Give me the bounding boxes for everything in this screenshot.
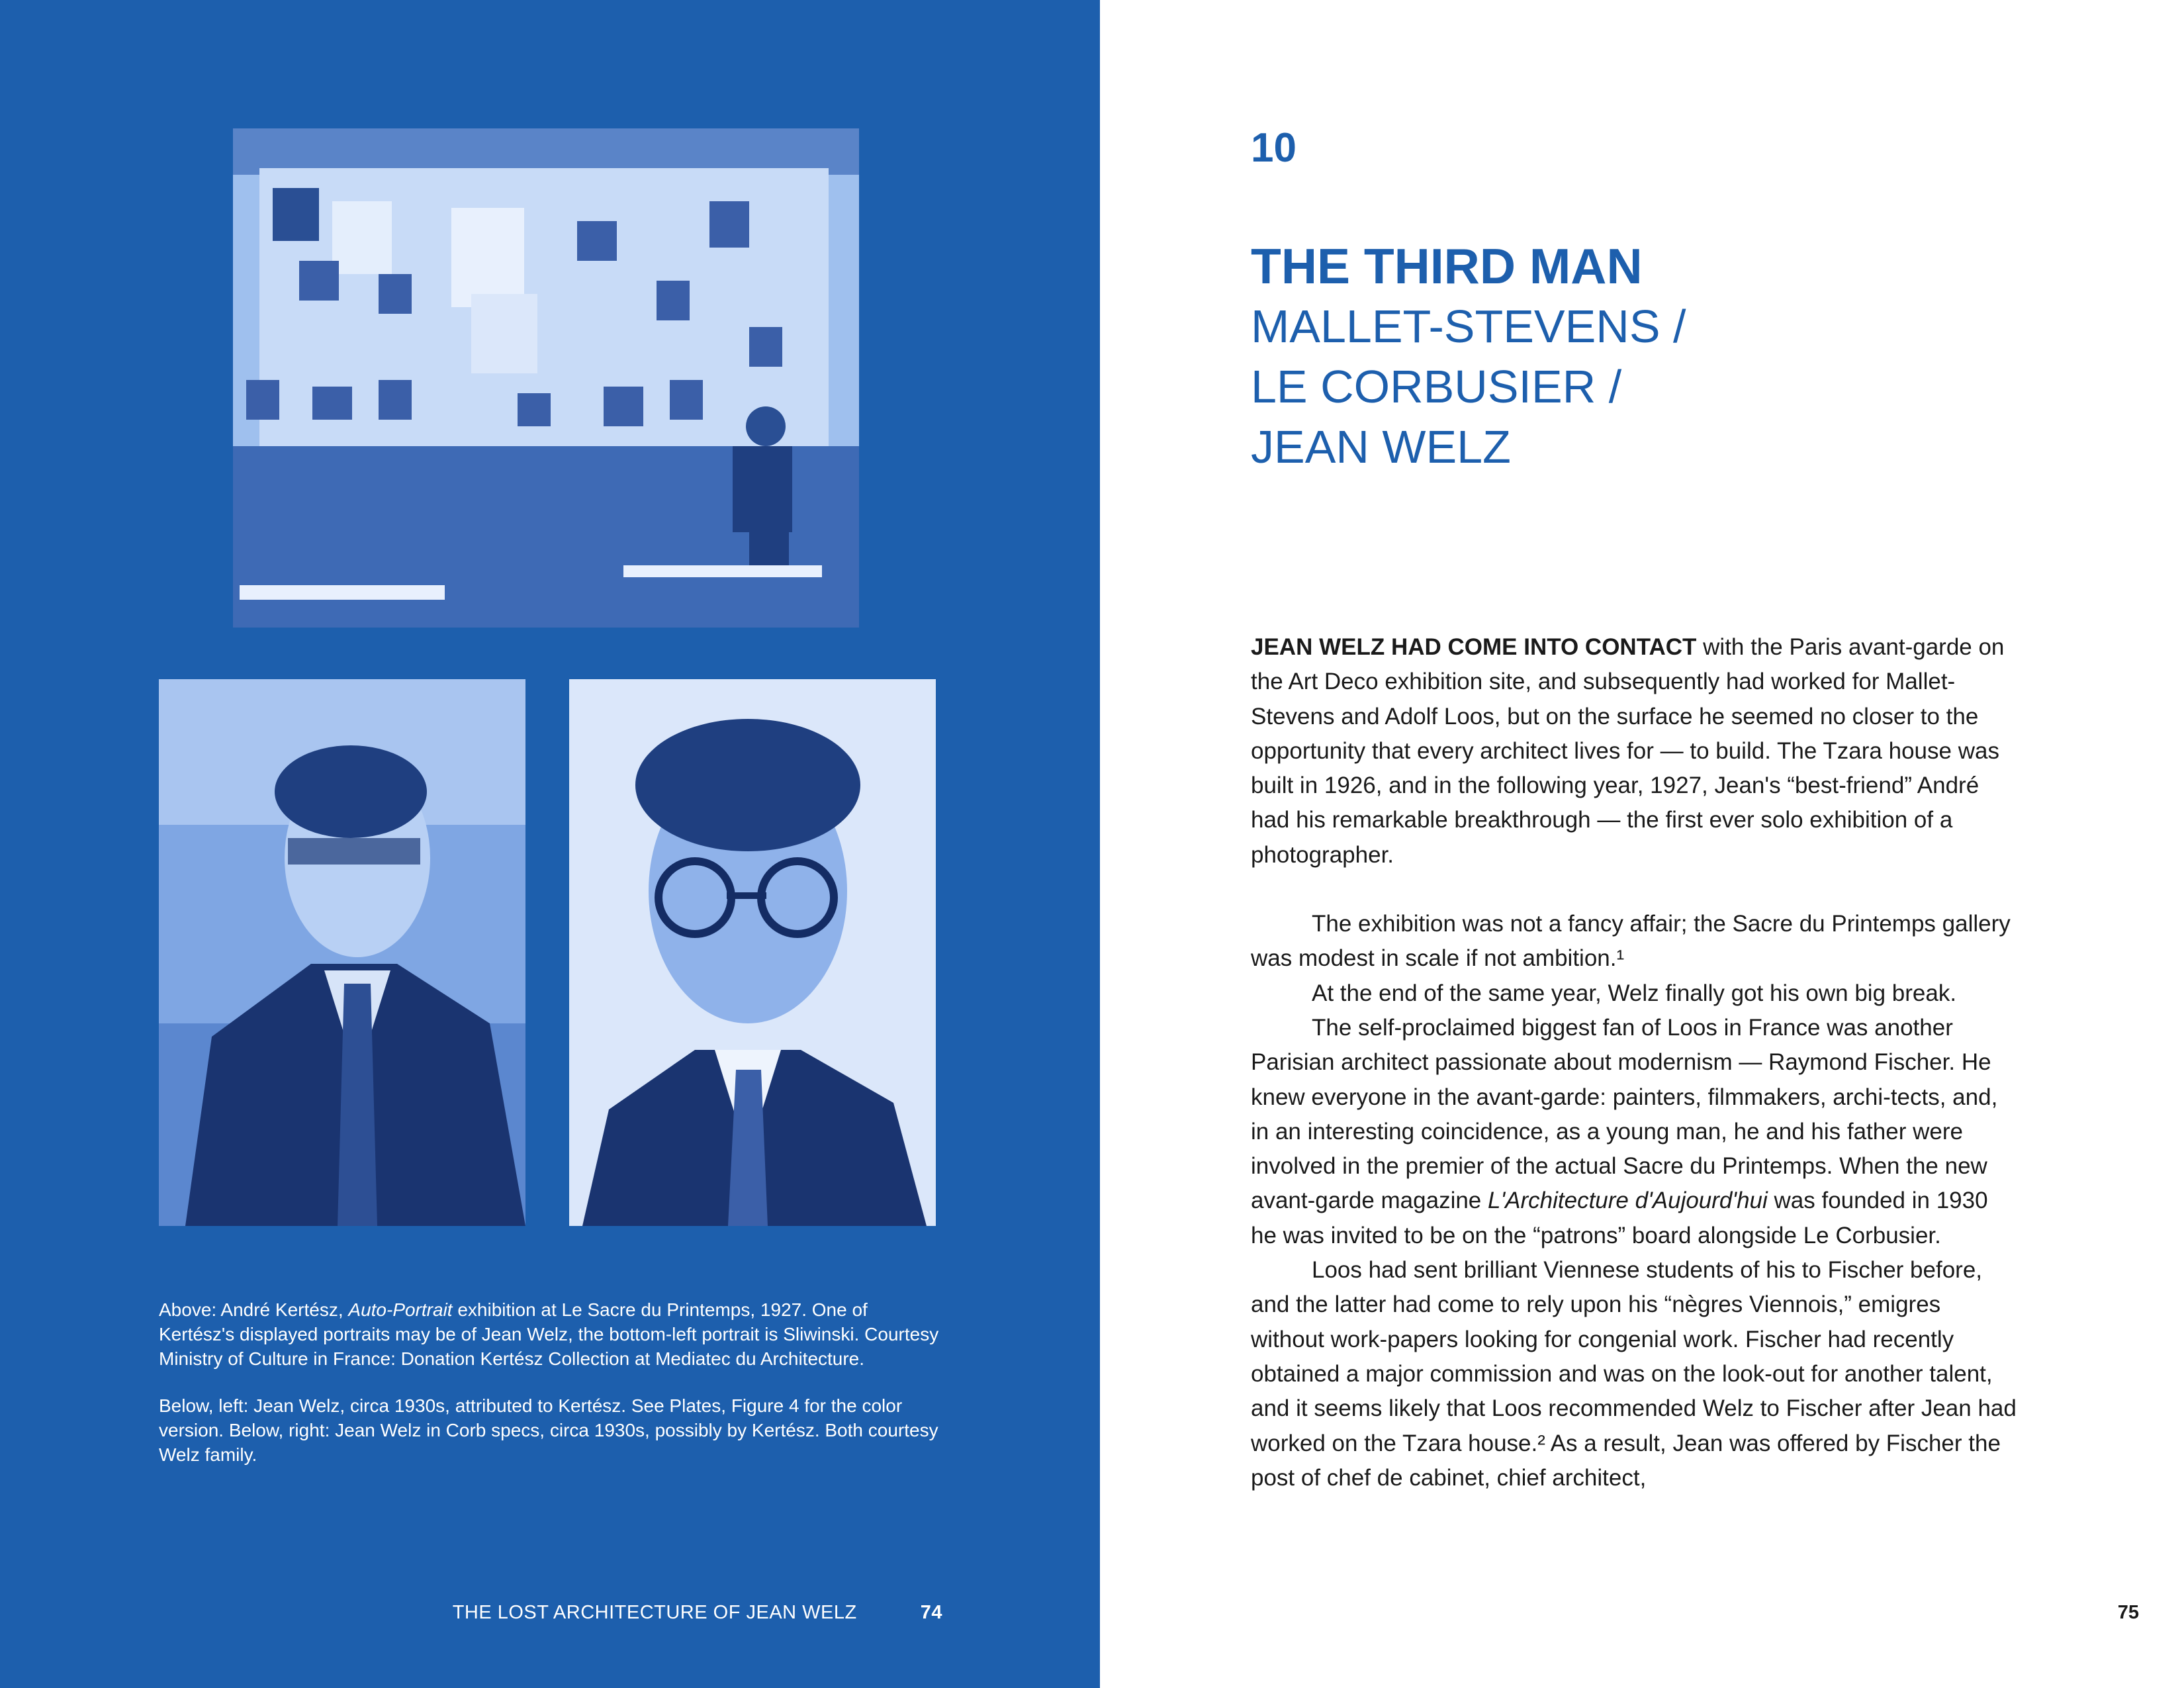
portrait-photo-right (569, 679, 936, 1226)
caption-paragraph-1: Above: André Kertész, Auto-Portrait exhibition at Le Sacre du Printemps, 1927. One of Kertész's displayed portraits may be of Jean Welz, the bottom-left portrait is Sliwinski. Courtesy Ministry of Culture in France: Donation Kertész Collection at Mediatec du Architecture. (159, 1299, 939, 1369)
portrait-photo-left (159, 679, 525, 1226)
exhibition-photo (233, 128, 859, 628)
lead-in: JEAN WELZ HAD COME INTO CONTACT (1251, 634, 1697, 660)
photo-caption (159, 1297, 940, 1489)
body-paragraph-2: The exhibition was not a fancy affair; the Sacre du Printemps gallery was modest in scale if not ambition.¹ (1251, 911, 2011, 972)
subtitle-line-2: LE CORBUSIER / (1251, 361, 1622, 412)
page-number-right: 75 (2117, 1602, 2139, 1623)
subtitle-line-3: JEAN WELZ (1251, 421, 1511, 473)
body-paragraph-4: The self-proclaimed biggest fan of Loos in France was another Parisian architect passionate about modernism — Raymond Fischer. He knew everyone in the avant-garde: painters, filmmakers, archi-tects, and, in an interesting coincidence, as a young man, he and his father were involved in the premier of the actual Sacre du Printemps. When the new avant-garde magazine L'Architecture d'Aujourd'hui was founded in 1930 he was invited to be on the “patrons” board alongside Le Corbusier. (1251, 1014, 1998, 1248)
exhibition-photo-drawing (233, 128, 859, 628)
chapter-title: THE THIRD MAN (1251, 238, 1643, 294)
running-head (453, 1602, 942, 1624)
body-paragraph-1: JEAN WELZ HAD COME INTO CONTACT with the Paris avant-garde on the Art Deco exhibition site, and subsequently had worked for Mallet-Stevens and Adolf Loos, but on the surface he seemed no closer to the opportunity that every architect lives for — to build. The Tzara house was built in 1926, and in the following year, 1927, Jean's “best-friend” André had his remarkable breakthrough — the first ever solo exhibition of a photographer. (1251, 634, 2005, 868)
subtitle-line-1: MALLET-STEVENS / (1251, 301, 1686, 352)
body-paragraph-3: At the end of the same year, Welz finally got his own big break. (1312, 980, 1957, 1006)
portrait-left-drawing (159, 679, 525, 1226)
page-number-left: 74 (920, 1602, 942, 1623)
chapter-number: 10 (1251, 125, 1297, 171)
portrait-right-drawing (569, 679, 936, 1226)
body-text (1251, 630, 2019, 1495)
body-paragraph-5: Loos had sent brilliant Viennese students of his to Fischer before, and the latter had come to rely upon his “nègres Viennois,” emigres without work-papers looking for congenial work. Fischer had recently obtained a major commission and was on the look-out for another talent, and it seems likely that Loos recommended Welz to Fischer after Jean had worked on the Tzara house.² As a result, Jean was offered by Fischer the post of chef de cabinet, chief architect, (1251, 1257, 2017, 1491)
book-title: THE LOST ARCHITECTURE OF JEAN WELZ (452, 1602, 857, 1623)
chapter-title-block (1251, 236, 1686, 477)
caption-paragraph-2: Below, left: Jean Welz, circa 1930s, attributed to Kertész. See Plates, Figure 4 for the color version. Below, right: Jean Welz in Corb specs, circa 1930s, possibly by Kertész. Both courtesy Welz family. (159, 1395, 938, 1465)
